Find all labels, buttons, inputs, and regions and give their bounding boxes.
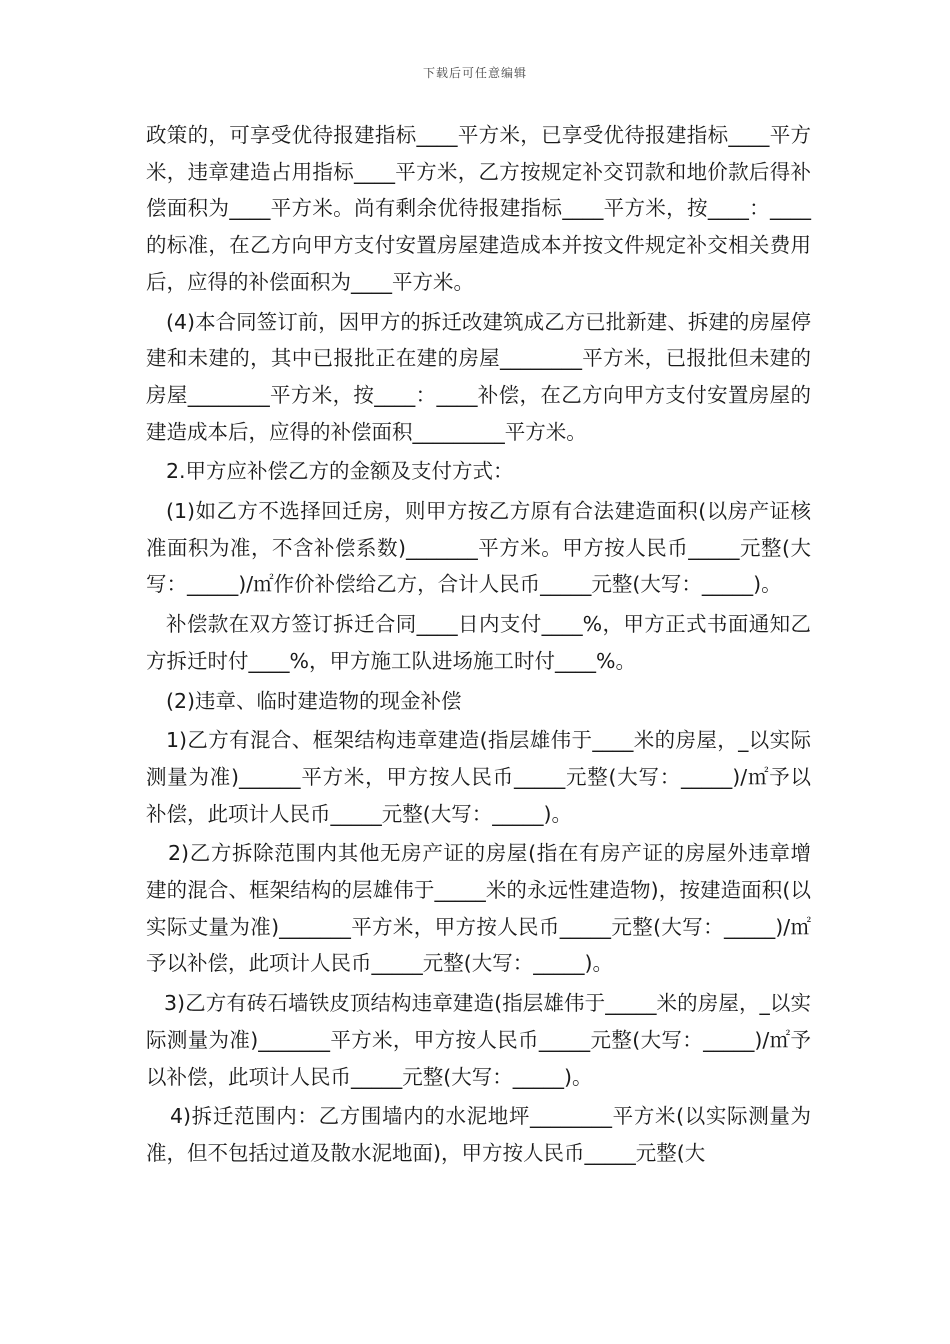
paragraph-item-4: (4)本合同签订前，因甲方的拆迁改建筑成乙方已批新建、拆建的房屋停建和未建的，其中已报批正在建的房屋________平方米，已报批但未建的房屋________平方米，按____：____补偿，在乙方向甲方支付安置房屋的建造成本后，应得的补偿面积_________平方米。 [146,309,811,444]
paragraph-sub-4: 4)拆迁范围内：乙方围墙内的水泥地坪________平方米(以实际测量为准，但不包括过道及散水泥地面)，甲方按人民币_____元整(大 [146,1104,811,1165]
paragraph-sub-2: 2)乙方拆除范围内其他无房产证的房屋(指在有房产证的房屋外违章增建的混合、框架结构的层雄伟于_____米的永远性建造物)，按建造面积(以实际丈量为准)_______平方米，甲方按人民币_____元整(大写：_____)/㎡予以补偿，此项计人民币_____元整(大写：_____)。 [146,841,811,976]
paragraph-sub-3: 3)乙方有砖石墙铁皮顶结构违章建造(指层雄伟于_____米的房屋，_以实际测量为准)_______平方米，甲方按人民币_____元整(大写：_____)/㎡予以补偿，此项计人民币_____元整(大写：_____)。 [146,991,811,1089]
page-header: 下载后可任意编辑 [422,66,527,80]
paragraph-section-2-heading: 2.甲方应补偿乙方的金额及支付方式： [166,459,514,484]
paragraph-payment-schedule: 补偿款在双方签订拆迁合同____日内支付____%，甲方正式书面通知乙方拆迁时付____%，甲方施工队进场施工时付____%。 [146,612,811,673]
paragraph-item-2-heading: (2)违章、临时建造物的现金补偿 [166,688,462,713]
paragraph-policy-indicators: 政策的，可享受优待报建指标____平方米，已享受优待报建指标____平方米，违章建造占用指标____平方米，乙方按规定补交罚款和地价款后得补偿面积为____平方米。尚有剩余优待报建指标____平方米，按____：____的标准，在乙方向甲方支付安置房屋建造成本并按文件规定补交相关费用后，应得的补偿面积为____平方米。 [146,123,811,294]
paragraph-sub-1: 1)乙方有混合、框架结构违章建造(指层雄伟于____米的房屋，_以实际测量为准)______平方米，甲方按人民币_____元整(大写：_____)/㎡予以补偿，此项计人民币_____元整(大写：_____)。 [146,728,811,826]
document-body [146,117,811,1175]
paragraph-item-1: (1)如乙方不选择回迁房，则甲方按乙方原有合法建造面积(以房产证核准面积为准，不含补偿系数)_______平方米。甲方按人民币_____元整(大写：_____)/㎡作价补偿给乙方，合计人民币_____元整(大写：_____)。 [146,499,811,597]
